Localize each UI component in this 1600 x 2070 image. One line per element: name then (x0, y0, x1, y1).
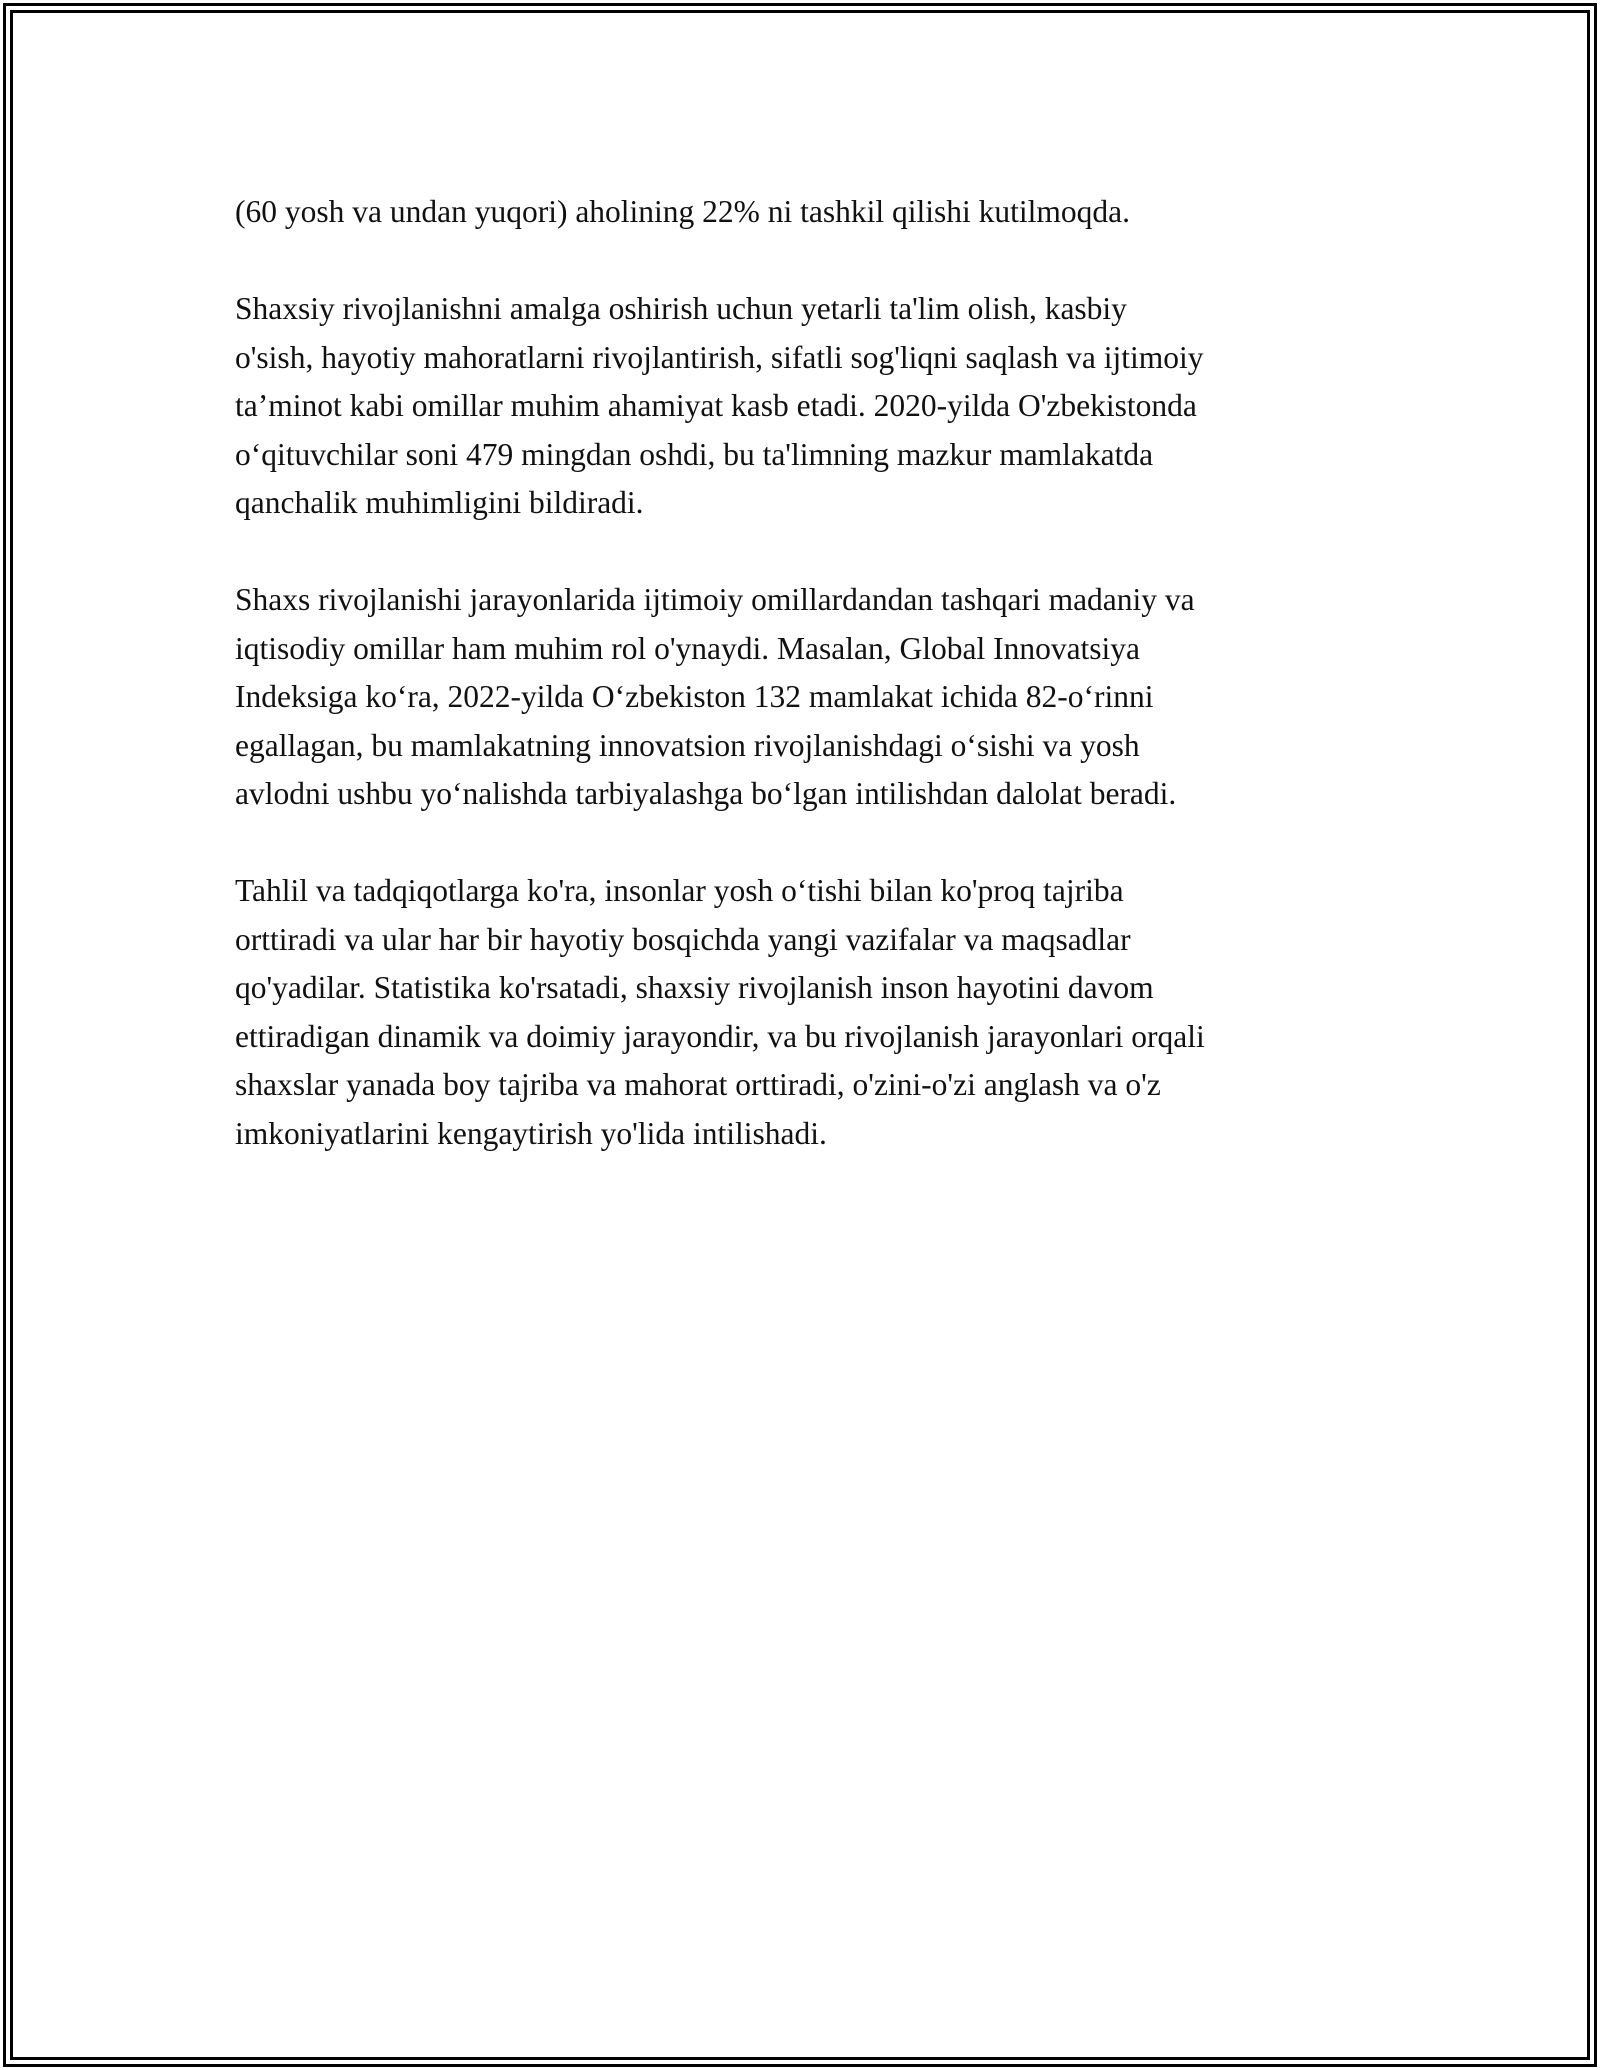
text-line: o'sish, hayotiy mahoratlarni rivojlantirish, sifatli sog'liqni saqlash va ijtimoiy (235, 339, 1204, 375)
text-line: qanchalik muhimligini bildiradi. (235, 485, 644, 520)
text-line: o‘qituvchilar soni 479 mingdan oshdi, bu ta'limning mazkur mamlakatda (235, 436, 1154, 472)
document-body (235, 188, 1375, 1207)
text-line: (60 yosh va undan yuqori) aholining 22% ni tashkil qilishi kutilmoqda. (235, 194, 1131, 229)
text-line: Shaxsiy rivojlanishni amalga oshirish uchun yetarli ta'lim olish, kasbiy (235, 291, 1127, 326)
text-line: ta’minot kabi omillar muhim ahamiyat kasb etadi. 2020-yilda O'zbekistonda (235, 388, 1197, 423)
text-line: iqtisodiy omillar ham muhim rol o'ynaydi. Masalan, Global Innovatsiya (235, 630, 1141, 666)
paragraph (235, 867, 1375, 1158)
text-line: imkoniyatlarini kengaytirish yo'lida intilishadi. (235, 1115, 827, 1151)
text-line: Tahlil va tadqiqotlarga ko'ra, insonlar yosh o‘tishi bilan ko'proq tajriba (235, 873, 1124, 908)
paragraph (235, 285, 1375, 528)
text-line: shaxslar yanada boy tajriba va mahorat orttiradi, o'zini-o'zi anglash va o'z (235, 1067, 1161, 1102)
text-line: qo'yadilar. Statistika ko'rsatadi, shaxsiy rivojlanish inson hayotini davom (235, 970, 1154, 1005)
text-line: Shaxs rivojlanishi jarayonlarida ijtimoiy omillardandan tashqari madaniy va (235, 582, 1195, 617)
text-line: orttiradi va ular har bir hayotiy bosqichda yangi vazifalar va maqsadlar (235, 921, 1131, 957)
text-line: Indeksiga ko‘ra, 2022-yilda O‘zbekiston 132 mamlakat ichida 82-o‘rinni (235, 679, 1154, 714)
text-line: ettiradigan dinamik va doimiy jarayondir, va bu rivojlanish jarayonlari orqali (235, 1018, 1205, 1054)
text-line: egallagan, bu mamlakatning innovatsion rivojlanishdagi o‘sishi va yosh (235, 727, 1140, 763)
paragraph (235, 576, 1375, 819)
text-line: avlodni ushbu yo‘nalishda tarbiyalashga bo‘lgan intilishdan dalolat beradi. (235, 776, 1177, 811)
paragraph (235, 188, 1375, 237)
